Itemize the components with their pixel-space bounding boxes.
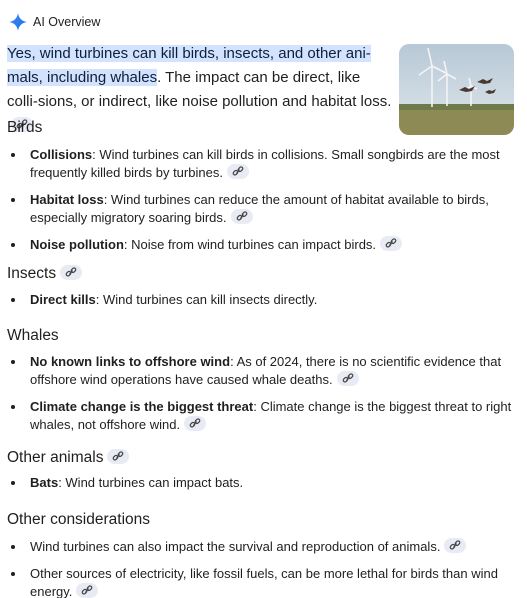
source-link-chip[interactable] <box>107 449 129 464</box>
source-link-chip[interactable] <box>444 538 466 553</box>
whales-list <box>8 353 513 443</box>
link-icon <box>232 166 244 177</box>
list-item <box>8 398 513 434</box>
source-link-chip[interactable] <box>76 583 98 598</box>
list-item-text: Other sources of electricity, like fossil fuels, can be more lethal for birds than wind energy. <box>30 566 498 598</box>
link-icon <box>342 373 354 384</box>
list-item-text: : Climate change is the biggest threat to right whales, not offshore wind. <box>30 399 512 432</box>
list-item-text: : Wind turbines can kill birds in collisions. Small songbirds are the most frequently killed birds by turbines. <box>30 147 500 180</box>
section-heading-other-considerations: Other considerations <box>7 511 151 528</box>
intro-text: . The impact can be direct, like colli-sions, or indirect, like noise pollution and habitat loss. <box>7 69 392 110</box>
section-heading-whales: Whales <box>7 327 59 344</box>
list-item-term: Noise pollution <box>30 237 124 252</box>
source-link-chip[interactable] <box>231 209 253 224</box>
list-item-term: Habitat loss <box>30 192 104 207</box>
section-heading-other-animals <box>7 449 129 467</box>
section-heading-text: Insects <box>7 265 57 282</box>
list-item-text: : Noise from wind turbines can impact birds. <box>123 237 377 252</box>
source-link-chip[interactable] <box>184 416 206 431</box>
list-item-term: Bats <box>30 475 59 490</box>
birds-list <box>8 146 513 263</box>
list-item <box>8 291 513 309</box>
list-item-term: Collisions <box>30 147 93 162</box>
link-icon <box>112 451 124 462</box>
list-item-text: : Wind turbines can reduce the amount of habitat available to birds, especially migratory soaring birds. <box>30 192 489 225</box>
link-icon <box>189 418 201 429</box>
link-icon <box>449 540 461 551</box>
other-animals-list <box>8 474 513 501</box>
list-item-term: Direct kills <box>30 292 96 307</box>
link-icon <box>65 267 77 278</box>
list-item-term: Climate change is the biggest threat <box>30 399 254 414</box>
source-link-chip[interactable] <box>380 236 402 251</box>
list-item-text: : Wind turbines can kill insects directly. <box>95 292 318 307</box>
intro-paragraph <box>7 42 392 138</box>
list-item-text: : As of 2024, there is no scientific evidence that offshore wind operations have caused whale deaths. <box>30 354 502 387</box>
intro-highlight: Yes, wind turbines can kill birds, insects, and other ani-mals, including whales <box>7 45 371 86</box>
sparkle-icon <box>9 13 27 31</box>
other-considerations-list <box>8 538 513 598</box>
section-heading-text: Other animals <box>7 449 104 466</box>
ai-overview-header <box>9 11 100 33</box>
wind-turbine-thumbnail[interactable] <box>399 44 514 135</box>
list-item-term: No known links to offshore wind <box>30 354 231 369</box>
link-icon <box>81 585 93 596</box>
list-item <box>8 538 513 556</box>
source-link-chip[interactable] <box>227 164 249 179</box>
list-item-text: Wind turbines can also impact the survival and reproduction of animals. <box>30 539 441 554</box>
link-icon <box>236 211 248 222</box>
insects-list <box>8 291 513 318</box>
list-item <box>8 474 513 492</box>
list-item <box>8 146 513 182</box>
ai-overview-title: AI Overview <box>33 15 101 29</box>
list-item-text: : Wind turbines can impact bats. <box>58 475 244 490</box>
list-item <box>8 353 513 389</box>
list-item <box>8 191 513 227</box>
list-item <box>8 565 513 598</box>
section-heading-insects <box>7 265 82 283</box>
source-link-chip[interactable] <box>337 371 359 386</box>
list-item <box>8 236 513 254</box>
source-link-chip[interactable] <box>60 265 82 280</box>
link-icon <box>385 238 397 249</box>
section-heading-birds: Birds <box>7 119 43 136</box>
